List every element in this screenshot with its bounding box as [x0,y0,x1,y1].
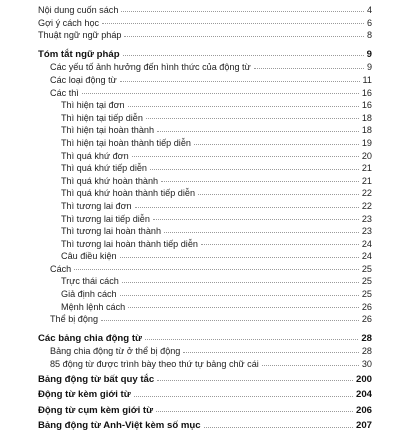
toc-entry [38,238,372,251]
toc-entry-page-number: 28 [361,346,372,357]
dot-leader [150,169,359,170]
dot-leader [157,380,353,381]
toc-entry-title: Tóm tắt ngữ pháp [38,48,120,60]
toc-entry-page-number: 18 [361,125,372,136]
toc-entry-page-number: 28 [361,332,372,344]
dot-leader [122,282,359,283]
toc-entry-page-number: 26 [361,301,372,312]
toc-entry-title: Các thì [50,87,79,98]
toc-entry [38,288,372,301]
dot-leader [157,131,359,132]
toc-entry-title: Động từ cụm kèm giới từ [38,404,154,416]
toc-entry-page-number: 4 [366,5,372,15]
toc-entry-page-number: 25 [361,276,372,287]
toc-entry [38,87,372,100]
toc-entry-title: Các loại động từ [50,74,117,85]
dot-leader [120,295,359,296]
dot-leader [128,307,359,308]
dot-leader [204,427,353,428]
table-of-contents [38,4,372,433]
toc-entry [38,275,372,288]
toc-entry-title: 85 động từ được trình bày theo thứ tự bảng chữ cái [50,359,259,370]
toc-entry [38,345,372,358]
toc-entry-page-number: 21 [361,175,372,186]
toc-entry [38,137,372,150]
toc-entry-page-number: 25 [361,289,372,300]
toc-entry-title: Cách [50,263,72,274]
toc-entry-page-number: 24 [361,251,372,262]
toc-entry-title: Bảng động từ Anh-Việt kèm số mục [38,420,201,432]
toc-entry [38,250,372,263]
dot-leader [128,106,359,107]
toc-entry-title: Trực thái cách [61,276,119,287]
dot-leader [123,55,364,56]
dot-leader [161,181,359,182]
dot-leader [194,144,359,145]
dot-leader [146,118,359,119]
toc-entry [38,17,372,30]
toc-entry [38,301,372,314]
toc-entry [38,4,372,17]
toc-entry [38,187,372,200]
toc-entry-title: Thì quá khứ đơn [61,150,129,161]
toc-section-entry [38,374,372,387]
toc-entry-title: Các bảng chia động từ [38,332,142,344]
dot-leader [120,257,359,258]
toc-entry-title: Thì tương lai đơn [61,200,132,211]
toc-entry [38,263,372,276]
toc-entry-page-number: 21 [361,163,372,174]
dot-leader [132,156,359,157]
dot-leader [183,352,359,353]
toc-entry-page-number: 23 [361,213,372,224]
toc-entry [38,61,372,74]
toc-entry-title: Động từ kèm giới từ [38,389,131,401]
dot-leader [134,396,353,397]
dot-leader [135,207,359,208]
dot-leader [156,411,353,412]
toc-entry [38,99,372,112]
toc-entry [38,124,372,137]
toc-entry [38,150,372,163]
toc-section-entry [38,333,372,346]
toc-entry-page-number: 25 [361,263,372,274]
toc-entry-title: Thì tương lai hoàn thành [61,226,162,237]
toc-entry-page-number: 9 [366,62,372,73]
toc-entry-title: Thì hiện tại hoàn thành [61,125,155,136]
toc-entry-title: Thể bị động [50,314,99,325]
toc-entry [38,225,372,238]
toc-entry [38,313,372,326]
dot-leader [153,219,359,220]
toc-entry-title: Giả định cách [61,289,117,300]
toc-entry-page-number: 16 [361,100,372,111]
toc-entry [38,162,372,175]
toc-section-entry [38,405,372,418]
toc-entry [38,358,372,371]
toc-entry-title: Thì quá khứ tiếp diễn [61,163,147,174]
toc-entry-title: Thì quá khứ hoàn thành [61,175,159,186]
toc-entry-title: Mệnh lệnh cách [61,301,126,312]
dot-leader [101,320,359,321]
toc-entry-page-number: 19 [361,137,372,148]
toc-entry-page-number: 18 [361,112,372,123]
toc-entry-page-number: 11 [362,74,372,85]
dot-leader [254,68,364,69]
dot-leader [82,93,359,94]
dot-leader [145,339,358,340]
toc-entry-title: Bảng động từ bất quy tắc [38,373,155,385]
toc-entry-title: Thì hiện tại tiếp diễn [61,112,143,123]
toc-entry-title: Thuật ngữ ngữ pháp [38,30,122,41]
dot-leader [262,365,359,366]
toc-entry-page-number: 24 [361,238,372,249]
dot-leader [121,11,364,12]
toc-entry-page-number: 8 [366,30,372,41]
toc-entry-page-number: 206 [355,404,372,416]
toc-entry [38,112,372,125]
toc-entry-page-number: 22 [361,188,372,199]
toc-entry-title: Thì tương lai tiếp diễn [61,213,150,224]
toc-entry-page-number: 20 [361,150,372,161]
toc-section-entry [38,49,372,62]
toc-entry-page-number: 30 [361,359,372,370]
toc-entry-title: Gợi ý cách học [38,17,100,28]
toc-entry-page-number: 204 [355,389,372,401]
toc-entry-title: Nội dung cuốn sách [38,5,119,15]
dot-leader [102,23,364,24]
toc-entry-title: Bảng chia động từ ở thể bị động [50,346,181,357]
dot-leader [74,269,359,270]
toc-entry-title: Thì hiện tại đơn [61,100,125,111]
dot-leader [124,36,363,37]
dot-leader [120,81,360,82]
toc-entry [38,29,372,42]
dot-leader [164,232,359,233]
toc-entry-title: Thì quá khứ hoàn thành tiếp diễn [61,188,196,199]
toc-entry [38,213,372,226]
toc-section-entry [38,420,372,433]
toc-entry-page-number: 200 [355,373,372,385]
toc-entry-page-number: 207 [355,420,372,432]
toc-entry-page-number: 16 [361,87,372,98]
toc-entry-title: Thì hiện tại hoàn thành tiếp diễn [61,137,191,148]
dot-leader [198,194,359,195]
toc-entry [38,74,372,87]
toc-entry-title: Các yếu tố ảnh hưởng đến hình thức của động từ [50,62,251,73]
toc-entry-page-number: 23 [361,226,372,237]
toc-entry-title: Câu điều kiện [61,251,117,262]
dot-leader [201,244,359,245]
toc-entry-page-number: 6 [366,17,372,28]
toc-entry [38,175,372,188]
toc-entry-page-number: 22 [361,200,372,211]
toc-entry-page-number: 9 [366,48,372,60]
toc-entry-title: Thì tương lai hoàn thành tiếp diễn [61,238,198,249]
toc-entry [38,200,372,213]
toc-entry-page-number: 26 [361,314,372,325]
